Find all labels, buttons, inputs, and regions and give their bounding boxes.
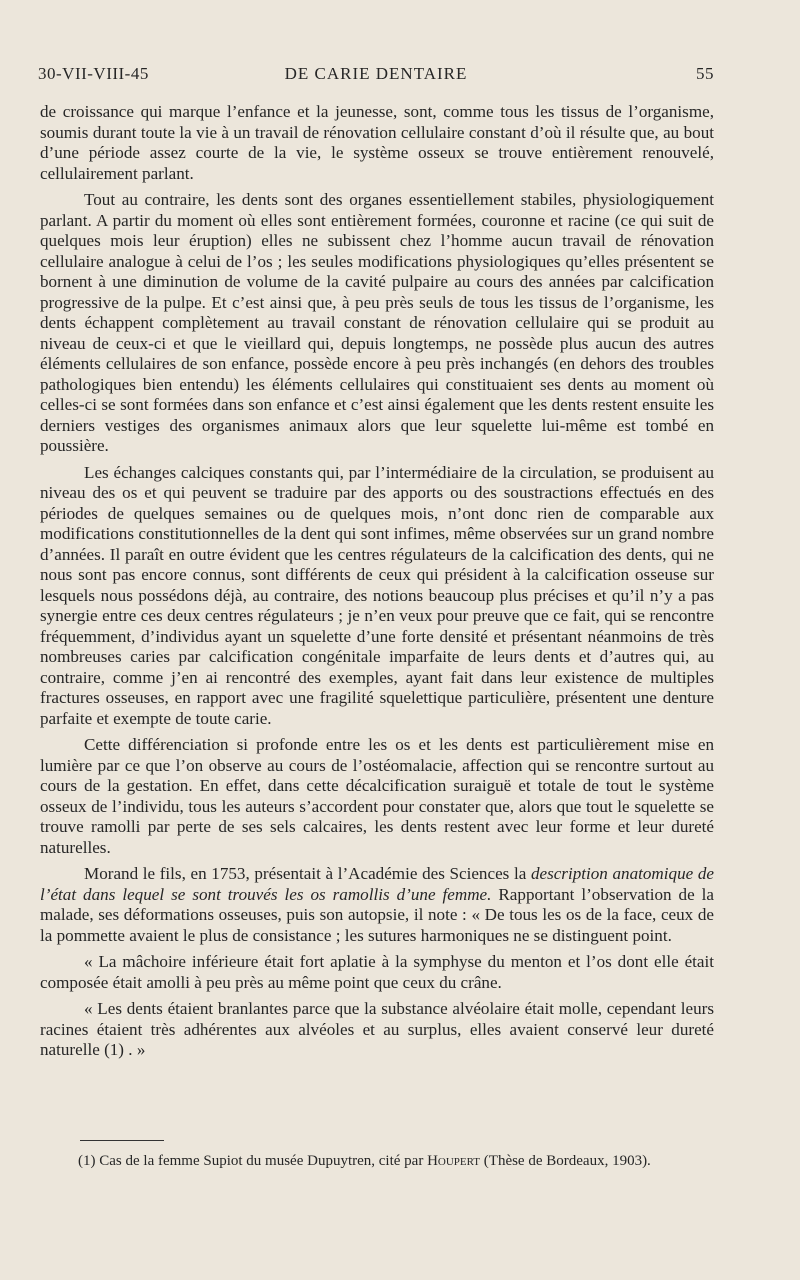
quote-dents-branlantes: « Les dents étaient branlantes parce que la substance alvéolaire était molle, cependant leurs racines étaient très adhérentes aux alvéoles et au surplus, elles avaient conservé leur dureté naturelle (1) . » bbox=[40, 999, 714, 1059]
morand-text-start: Morand le fils, en 1753, présentait à l’Académie des Sciences la bbox=[84, 864, 531, 883]
paragraph-dents-stabiles: Tout au contraire, les dents sont des organes essentiellement stabiles, physiologiquement parlant. A partir du moment où elles sont entièrement formées, couronne et racine (ce qui suit de quelques mois leur éruption) elles ne subissent chez l’homme aucun travail de rénovation cellulaire analogue à celui de l’os ; les seules modifications physiologiques qu’elles présentent se bornent à une diminution de volume de la cavité pulpaire au cours des années par calcification progressive de la pulpe. Et c’est ainsi que, à peu près seuls de tous les tissus de l’organisme, les dents échappent complètement au travail constant de rénovation cellulaire qui se produit au niveau de ceux-ci et que le vieillard qui, depuis longtemps, ne possède plus aucun des autres éléments cellulaires de son enfance, possède encore à peu près inchangés (en dehors des troubles pathologiques bien entendu) les éléments cellulaires qui constituaient ses dents au moment où celles-ci se sont formées dans son enfance et c’est ainsi également que les dents restent ensuite les derniers vestiges des organismes animaux alors que leur squelette lui-même est tombé en poussière. bbox=[40, 190, 714, 455]
paragraph-osteomalacie: Cette différenciation si profonde entre les os et les dents est particulièrement mise en lumière par ce que l’on observe au cours de l’ostéomalacie, affection qui se rencontre surtout au cours de la gestation. En effet, dans cette décalcification suraiguë et totale de tout le système osseux de l’individu, tous les auteurs s’accordent pour constater que, alors que tout le squelette se trouve ramolli par perte de ses sels calcaires, les dents restent avec leur forme et leur dureté naturelles. bbox=[40, 735, 714, 857]
main-text bbox=[40, 102, 714, 1067]
paragraph-continued: de croissance qui marque l’enfance et la jeunesse, sont, comme tous les tissus de l’organisme, soumis durant toute la vie à un travail de rénovation cellulaire constant d’où il résulte que, au bout d’une période assez courte de la vie, le système osseux se trouve entièrement renouvelé, cellulairement parlant. bbox=[40, 102, 714, 183]
paragraph-echanges-calciques: Les échanges calciques constants qui, par l’intermédiaire de la circulation, se produisent au niveau des os et qui peuvent se traduire par des apports ou des soustractions effectués en des périodes de quelques semaines ou de quelques mois, n’ont donc rien de comparable aux modifications constitutionnelles de la dent qui sont infimes, même observées sur un grand nombre d’années. Il paraît en outre évident que les centres régulateurs de la calcification des dents, qui ne nous sont pas encore connus, sont différents de ceux qui président à la calcification osseuse sur lesquels nous possédons déjà, au contraire, des notions beaucoup plus précises et qu’il n’y a pas synergie entre ces deux centres régulateurs ; je n’en veux pour preuve que ce fait, qui se rencontre fréquemment, d’individus ayant un squelette d’une forte densité et présentant néanmoins de très nombreuses caries par calcification congénitale imparfaite de leurs dents et d’autres qui, au contraire, comme j’en ai rencontré des exemples, ayant fait dans leur existence de multiples fractures osseuses, en rapport avec une fragilité squelettique particulière, présentent une denture parfaite et exempte de toute carie. bbox=[40, 462, 714, 728]
header-title: DE CARIE DENTAIRE bbox=[284, 64, 468, 83]
page-number: 55 bbox=[696, 64, 714, 83]
running-header bbox=[38, 64, 714, 90]
footnote-divider bbox=[80, 1140, 164, 1141]
footnote-text-end: (Thèse de Bordeaux, 1903). bbox=[480, 1153, 651, 1169]
footnote-text-start: (1) Cas de la femme Supiot du musée Dupuytren, cité par bbox=[78, 1153, 428, 1169]
morand-text-end: Rapportant l’observation de la malade, ses déformations osseuses, puis son autopsie, il note : « De tous les os de la face, ceux de la pommette avaient le plus de consistance ; les sutures harmoniques ne se distinguent point. bbox=[40, 884, 714, 945]
header-issue-ref: 30-VII-VIII-45 bbox=[38, 64, 149, 83]
paragraph-morand bbox=[40, 864, 714, 946]
footnote-author: Houpert bbox=[427, 1153, 481, 1169]
morand-title-italic: description anatomique de l’état dans lequel se sont trouvés les os ramollis d’une femme. bbox=[40, 864, 714, 904]
quote-machoire: « La mâchoire inférieure était fort aplatie à la symphyse du menton et l’os dont elle était composée était amolli à peu près au même point que ceux du crâne. bbox=[40, 952, 714, 992]
footnote bbox=[40, 1152, 762, 1170]
